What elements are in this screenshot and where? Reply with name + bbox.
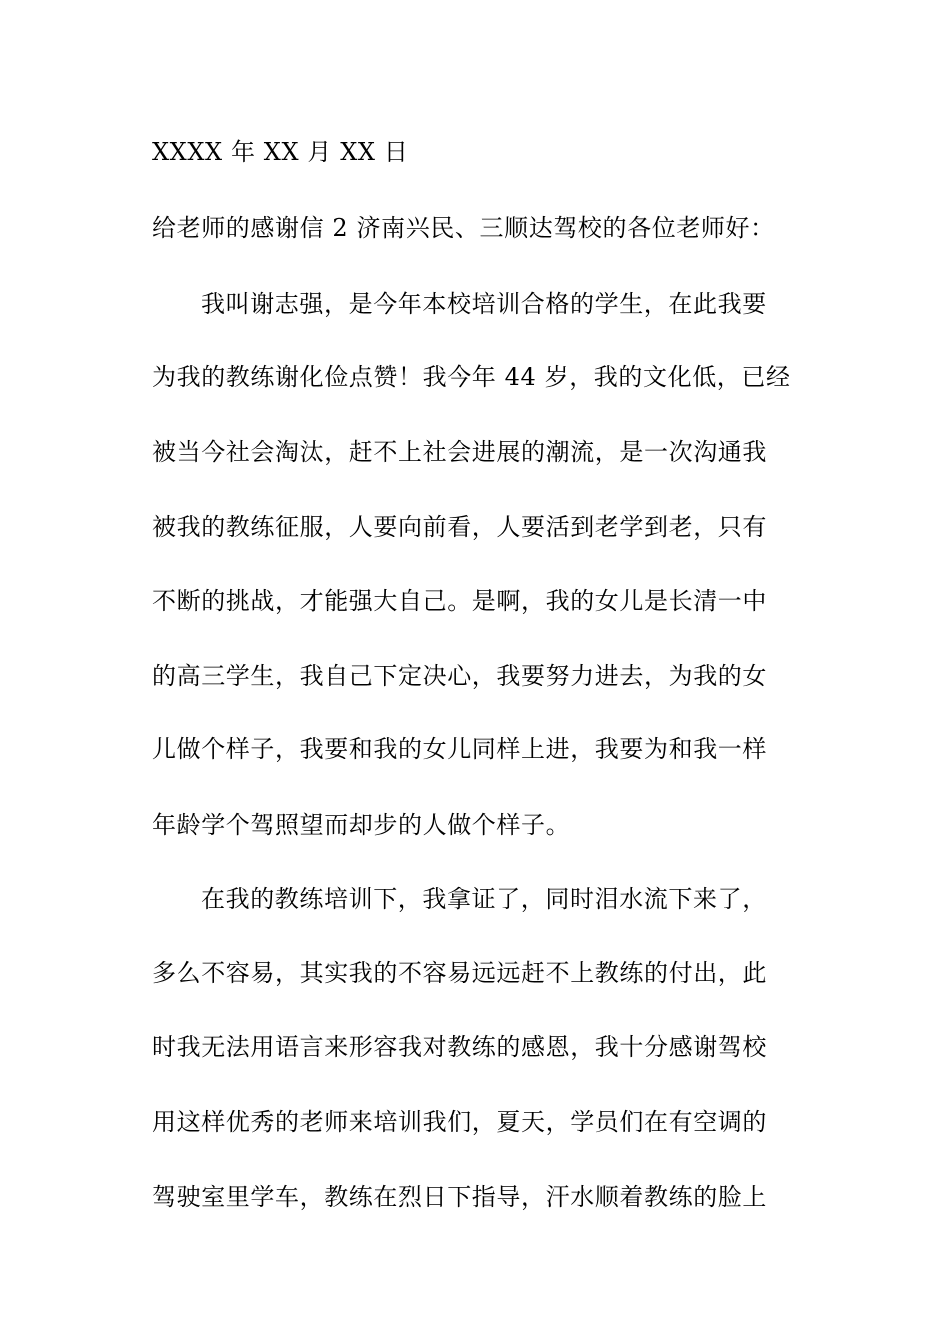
paragraph-line: 多么不容易，其实我的不容易远远赶不上教练的付出，此: [152, 959, 767, 987]
paragraph-line: 年龄学个驾照望而却步的人做个样子。: [152, 811, 571, 839]
paragraph-line: 儿做个样子，我要和我的女儿同样上进，我要为和我一样: [152, 735, 767, 763]
paragraph-line: 被我的教练征服，人要向前看，人要活到老学到老，只有: [152, 513, 767, 541]
paragraph-line: 在我的教练培训下，我拿证了，同时泪水流下来了，: [201, 885, 767, 913]
paragraph-line: 时我无法用语言来形容我对教练的感恩，我十分感谢驾校: [152, 1033, 767, 1061]
paragraph-line: 驾驶室里学车，教练在烈日下指导，汗水顺着教练的脸上: [152, 1183, 767, 1211]
paragraph-line: 被当今社会淘汰，赶不上社会进展的潮流，是一次沟通我: [152, 438, 767, 466]
paragraph-line: 用这样优秀的老师来培训我们，夏天，学员们在有空调的: [152, 1108, 767, 1136]
letter-heading: 给老师的感谢信 2 济南兴民、三顺达驾校的各位老师好：: [152, 214, 775, 242]
paragraph-line: 我叫谢志强，是今年本校培训合格的学生，在此我要: [201, 290, 767, 318]
paragraph-line: 为我的教练谢化俭点赞！我今年 44 岁，我的文化低，已经: [152, 363, 791, 391]
paragraph-line: 不断的挑战，才能强大自己。是啊，我的女儿是长清一中: [152, 587, 767, 615]
letter-date: XXXX 年 XX 月 XX 日: [152, 138, 409, 166]
paragraph-line: 的高三学生，我自己下定决心，我要努力进去，为我的女: [152, 662, 767, 690]
